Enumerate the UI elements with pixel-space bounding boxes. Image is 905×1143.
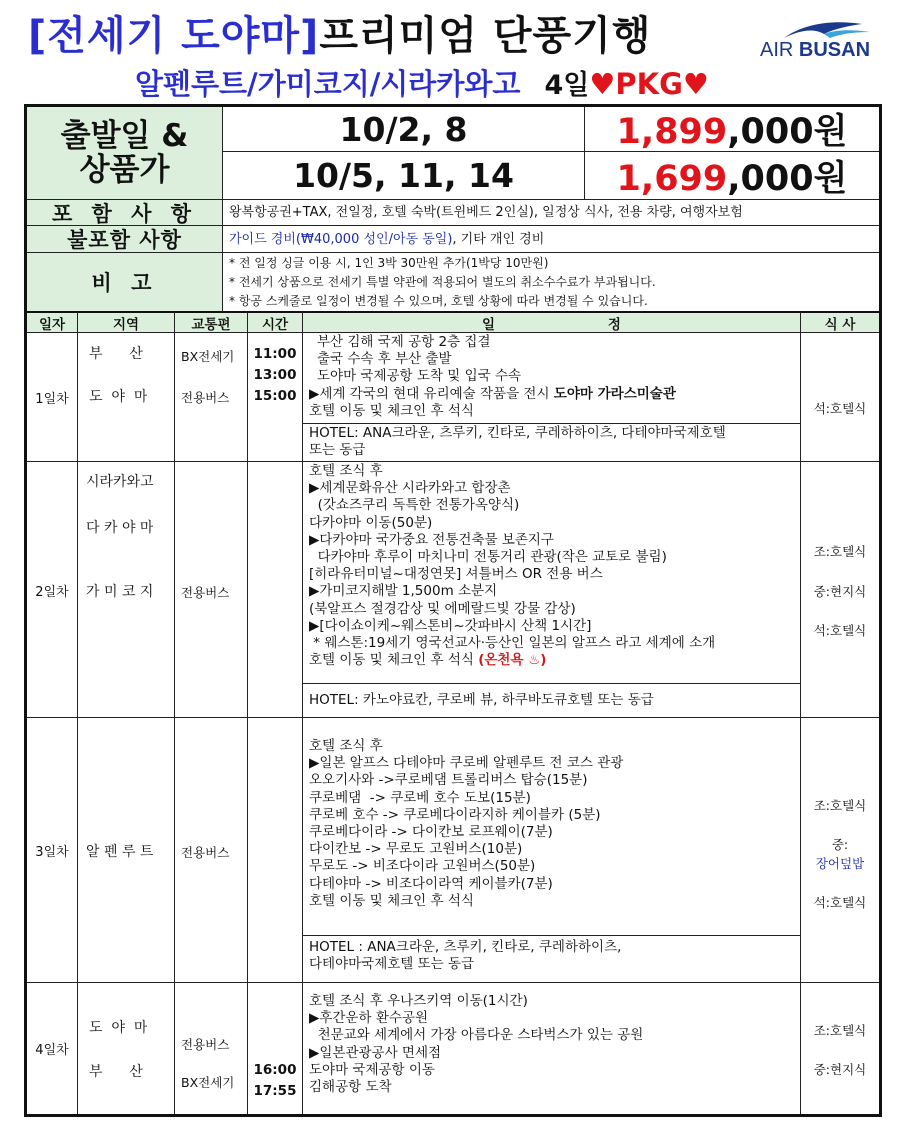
day-label-2: 2일차 (35, 584, 69, 600)
col-time: 시간 (261, 317, 289, 333)
price-1: 1,899,000원 (616, 112, 848, 151)
meal-day-3c: 장어덮밥 (815, 856, 865, 871)
time-4b: 17:55 (253, 1083, 297, 1099)
time-4a: 16:00 (253, 1062, 297, 1078)
itinerary-day-3: 호텔 조식 후 ▶일본 알프스 다테야마 쿠로베 알펜루트 전 코스 관광 오오기사와 ->쿠로베댐 트롤리버스 탑승(15분) 쿠로베댐 -> 쿠로베 호수 도보(15분) 쿠로베 호수 -> 쿠로베다이라지하 케이블카 (5분) 쿠로베다이라 -> 다이칸보 로프웨이(7분) 다이칸보 -> 무로도 고원버스(10분) 무로도 -> 비조다이라 고원버스(50분) 다테야마 -> 비조다이라역 케이블카(7분) 호텔 이동 및 체크인 후 석식 (309, 738, 624, 909)
meal-day-3a: 조:호텔식 (813, 798, 867, 813)
itinerary-day-2: 호텔 조식 후 ▶세계문화유산 시라카와고 합장촌 (갓쇼즈쿠리 독특한 전통가옥양식) 다카야마 이동(50분) ▶다카야마 국가중요 전통건축물 보존지구 다카야마 후루이 마치나미 전통거리 관광(작은 교토로 불림) [히라유터미널~대정연못] 셔틀버스 OR 전용 버스 ▶가미코지해발 1,500m 소분지 (북알프스 절경감상 및 에메랄드빛 강물 감상) ▶[다이쇼이케~웨스톤비~갓파바시 산책 1시간] * 웨스톤:19세기 영국선교사·등산인 일본의 알프스 라고 세계에 소개 호텔 이동 및 체크인 후 석식 (온천욕 ♨) (309, 463, 716, 669)
meal-day-2a: 조:호텔식 (813, 544, 867, 559)
subtitle-pkg: PKG (615, 67, 683, 101)
time-1b: 13:00 (253, 367, 297, 383)
region-4b: 부 산 (89, 1064, 143, 1080)
meal-day-3b: 중: (831, 837, 849, 852)
transport-4a: 전용버스 (181, 1037, 230, 1052)
time-1c: 15:00 (253, 388, 297, 404)
col-day: 일자 (38, 317, 66, 333)
subtitle-days: 4일 (544, 70, 590, 101)
subtitle-route: 알펜루트/가미코지/시라카와고 (135, 67, 521, 101)
itinerary-table (24, 104, 882, 1117)
hotel-day-1: HOTEL: ANA크라운, 츠루키, 킨타로, 쿠레하하이츠, 다테야마국제호텔 또는 동급 (309, 425, 726, 459)
day-label-4: 4일차 (35, 1043, 69, 1058)
logo-text: AIR BUSAN (760, 39, 871, 61)
hotel-day-3: HOTEL : ANA크라운, 츠루키, 킨타로, 쿠레하하이츠, 다테야마국제호텔 또는 동급 (309, 939, 622, 973)
remarks-text: * 전 일정 싱글 이용 시, 1인 3박 30만원 추가(1박당 10만원) * 전세기 상품으로 전세기 특별 약관에 적용되어 별도의 취소수수료가 부과됩니다. * 항공 스케줄로 일정이 변경될 수 있으며, 호텔 상황에 따라 변경될 수 있습니다. (229, 256, 656, 308)
excluded-label: 불포함 사항 (27, 226, 222, 252)
hotel-day-2: HOTEL: 카노야료칸, 쿠로베 뷰, 하쿠바도큐호텔 또는 동급 (309, 692, 654, 708)
included-label: 포 함 사 항 (27, 200, 222, 225)
transport-3: 전용버스 (181, 845, 230, 860)
heart-icon: ♥ (589, 67, 616, 101)
heart-icon: ♥ (682, 67, 709, 101)
departure-price-label: 출발일 & 상품가 (27, 107, 222, 199)
title-bracket: [전세기 도야마] (28, 13, 320, 59)
transport-2: 전용버스 (181, 585, 230, 600)
day-label-3: 3일차 (35, 844, 69, 860)
col-region: 지역 (112, 317, 140, 333)
title-rest: 프리미엄 단풍기행 (319, 13, 652, 59)
remarks-label: 비 고 (27, 253, 222, 311)
departure-dates-2: 10/5, 11, 14 (293, 156, 514, 195)
meal-day-4a: 조:호텔식 (813, 1023, 867, 1038)
page-title (28, 4, 651, 61)
page-subtitle (135, 62, 709, 103)
meal-day-3d: 석:호텔식 (813, 895, 867, 910)
col-meal: 식 사 (824, 317, 856, 333)
itinerary-day-4: 호텔 조식 후 우나즈키역 이동(1시간) ▶후간운하 환수공원 천문교와 세계에서 가장 아름다운 스타벅스가 있는 공원 ▶일본관광공사 면세점 도야마 국제공항 이동 김해공항 도착 (309, 993, 644, 1096)
meal-day-1: 석:호텔식 (813, 401, 867, 416)
meal-day-4b: 중:현지식 (813, 1062, 867, 1077)
region-2c: 가 미 코 지 (86, 584, 154, 600)
col-itinerary: 일 정 (482, 317, 621, 333)
region-1a: 부 산 (89, 346, 143, 362)
departure-dates-1: 10/2, 8 (339, 109, 468, 149)
itinerary-day-1: 부산 김해 국제 공항 2층 집결 출국 수속 후 부산 출발 도야마 국제공항 도착 및 입국 수속 ▶세계 각국의 현대 유리예술 작품을 전시 도야마 가라스미술관 호텔 이동 및 체크인 후 석식 (309, 334, 676, 419)
time-1a: 11:00 (253, 346, 297, 362)
air-busan-logo (760, 18, 890, 63)
transport-1b: 전용버스 (181, 390, 230, 405)
day-label-1: 1일차 (35, 392, 69, 407)
region-2b: 다 카 야 마 (86, 520, 154, 536)
region-3: 알 펜 루 트 (86, 844, 154, 860)
region-4a: 도 야 마 (89, 1020, 148, 1036)
transport-4b: BX전세기 (181, 1075, 235, 1090)
region-2a: 시라카와고 (86, 474, 154, 490)
region-1b: 도 야 마 (89, 389, 148, 405)
col-transport: 교통편 (191, 317, 231, 333)
price-2: 1,699,000원 (616, 158, 848, 199)
transport-1a: BX전세기 (181, 349, 235, 364)
excluded-text: 가이드 경비(₩40,000 성인/아동 동일) , 기타 개인 경비 (229, 231, 545, 247)
meal-day-2c: 석:호텔식 (813, 623, 867, 638)
included-text: 왕복항공권+TAX, 전일정, 호텔 숙박(트윈베드 2인실), 일정상 식사, 전용 차량, 여행자보험 (229, 205, 743, 220)
meal-day-2b: 중:현지식 (813, 584, 867, 599)
